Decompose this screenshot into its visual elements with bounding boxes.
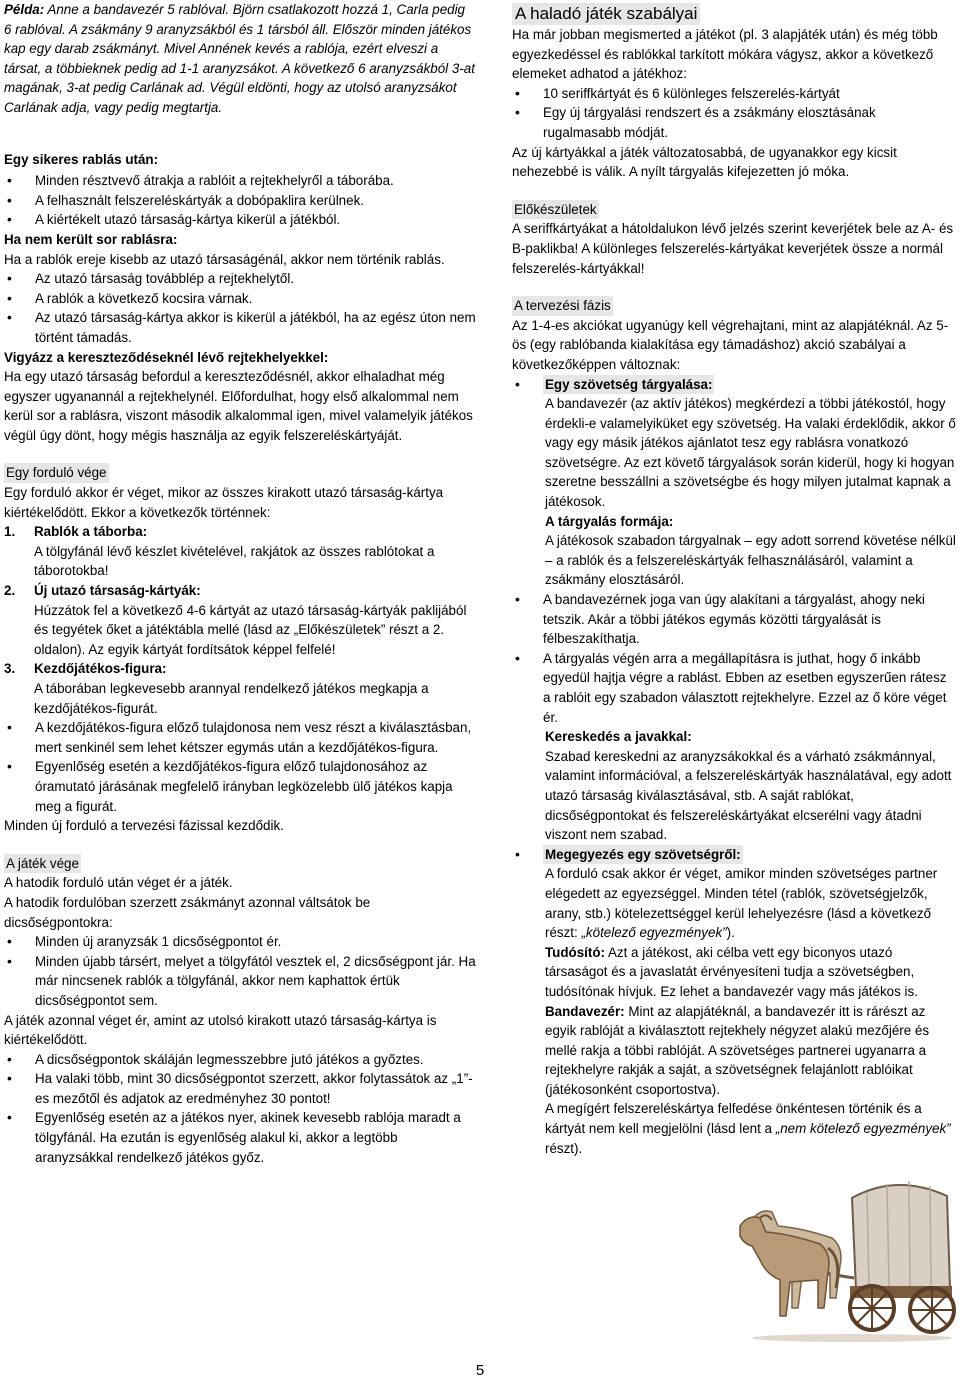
informant-text: Azt a játékost, aki célba vett egy biconyos utazó társaságot és a javaslatát érvényesíteni tudja a szövetségben, tudósítónak hívjuk. Ez lehet a bandavezér vagy más játékos is.	[545, 944, 918, 999]
alliance-title: Egy szövetség tárgyalása:	[543, 375, 714, 395]
round-step-3	[4, 659, 476, 718]
example-paragraph	[4, 0, 476, 118]
page-number: 5	[475, 1362, 485, 1379]
planning-text: Az 1-4-es akciókat ugyanúgy kell végrehajtani, mint az alapjátéknál. Az 5-ös (egy rablóbanda kialakítása egy támadáshoz) akció szabályai a következőképpen változnak:	[512, 317, 949, 372]
agreement-text-a: A forduló csak akkor ér véget, amikor minden szövetséges partner elégedett az egyezséggel. Minden tétel (rablók, szövetségjelzők, arany, stb.) kötelezettséggel kerül lehelyezésre (lásd a következő részt:	[545, 866, 938, 941]
step-title: Új utazó társaság-kártyák:	[34, 583, 201, 599]
trade-title: Kereskedés a javakkal:	[545, 729, 692, 745]
no-robbery-heading: Ha nem került sor rablásra:	[4, 231, 178, 247]
no-robbery-text: Ha a rablók ereje kisebb az utazó társaságénál, akkor nem történik rablás.	[4, 251, 445, 267]
preparation-text: A seriffkártyákat a hátoldalukon lévő jelzés szerint keverjétek bele az A- és B-paklikba! A különleges felszerelés-kártyákat keverjétek össze a normál felszerelés-kártyákkal!	[512, 221, 954, 276]
alliance-block	[512, 394, 956, 590]
advanced-rules-heading: A haladó játék szabályai	[512, 3, 700, 25]
example-text: Anne a bandavezér 5 rablóval. Björn csatlakozott hozzá 1, Carla pedig 6 rablóval. A zsákmány 9 aranyzsákból és 1 társból áll. Először minden játékos kap egy darab zsákmányt. Mivel Annének kevés a rablója, ezért elveszi a társat, a többieknek pedig ad 1-1 aranyzsákot. A következő 6 aranyzsákból 3-at magának, 3-at pedig Carlának ad. Végül eldönti, hogy az utolsó aranyzsákot Carlának adja, vagy pedig megtartja.	[4, 2, 475, 115]
game-end-text-3: A játék azonnal véget ér, amint az utolsó kirakott utazó társaság-kártya is kiértékelődött.	[4, 1012, 437, 1048]
example-label: Példa:	[4, 2, 45, 17]
agreement-item	[512, 845, 956, 865]
form-title: A tárgyalás formája:	[545, 513, 674, 529]
leader-text: Mint az alapjátéknál, a bandavezér itt is rárészt az egyik rablóját a kiválasztott rejtekhely négyzet alakú mezőjére és mellé rakja a többi rablóját. A szövetséges partnerei ugyanarra a rejtekhelyre rakják a saját, a szövetségnek felajánlott rablóikat (játékosonként csoportostva).	[545, 1003, 930, 1097]
trade-block	[512, 727, 956, 845]
preparation-heading: Előkészületek	[512, 200, 599, 220]
final-text-a: A megígért felszereléskártya felfedése önkéntesen történik és a kártyát nem kell megjelölni (lásd lent a	[545, 1101, 922, 1137]
trade-text: Szabad kereskedni az aranyzsákokkal és a várható zsákmánnyal, valamint információval, a felszereléskártyák használatával, egy adott utazó társaság kiválasztásával, stb. A saját rablókat, dicsőségpontokat és felszereléskártyákat elcserélni vagy átadni viszont nem szabad.	[545, 748, 952, 843]
agreement-text-italic: „kötelező egyezmények”	[581, 925, 727, 941]
list-item: • A rablók a következő kocsira várnak.	[4, 289, 476, 309]
advanced-text: Ha már jobban megismerted a játékot (pl. 3 alapjáték után) és még több egyezkedéssel és rablókkal tarkított mókára vágysz, akkor a következő elemeket adhatod a játékhoz:	[512, 27, 938, 82]
list-item: • Ha valaki több, mint 30 dicsőségpontot szerzett, akkor folytassátok az „1”-es mezőtől és adjatok az eredményhez 30 pontot!	[4, 1069, 476, 1108]
step-number: 1.	[4, 524, 16, 540]
crossroads-heading: Vigyázz a kereszteződéseknél lévő rejtekhelyekkel:	[4, 349, 329, 365]
informant-paragraph	[545, 943, 956, 1002]
leader-label: Bandavezér:	[545, 1003, 625, 1019]
list-item: • Az utazó társaság-kártya akkor is kikerül a játékból, ha az egész úton nem történt támadás.	[4, 308, 476, 347]
planning-heading: A tervezési fázis	[512, 296, 613, 316]
left-column	[4, 0, 476, 1167]
planning-list	[512, 375, 956, 395]
form-list	[512, 590, 956, 727]
final-paragraph	[545, 1099, 956, 1158]
informant-label: Tudósító:	[545, 944, 605, 960]
agreement-text-b: ).	[726, 925, 735, 941]
list-item: • A kiértékelt utazó társaság-kártya kikerül a játékból.	[4, 210, 476, 230]
agreement-title: Megegyezés egy szövetségről:	[543, 845, 743, 865]
game-end-heading: A játék vége	[4, 854, 81, 874]
list-item: • 10 seriffkártyát és 6 különleges felszerelés-kártyát	[512, 84, 956, 104]
right-column	[512, 0, 956, 1158]
no-robbery-list	[4, 269, 476, 347]
agreement-text	[545, 864, 956, 942]
advanced-list	[512, 84, 956, 143]
step-title: Kezdőjátékos-figura:	[34, 661, 167, 677]
successful-robbery-list	[4, 171, 476, 230]
list-item: • A bandavezérnek joga van úgy alakítani a tárgyalást, ahogy neki tetszik. Akár a többi játékos egymás közötti tárgyalását is félbeszakíthatja.	[512, 590, 956, 649]
round-step-3-list	[4, 718, 476, 816]
game-end-text-2: A hatodik fordulóban szerzett zsákmányt azonnal váltsátok be dicsőségpontokra:	[4, 894, 371, 930]
game-end-list-1	[4, 932, 476, 1010]
list-item: • Minden résztvevő átrakja a rablóit a rejtekhelyről a táborába.	[4, 171, 476, 191]
game-end-list-2	[4, 1050, 476, 1168]
list-item: • Minden új aranyzsák 1 dicsőségpontot ér.	[4, 932, 476, 952]
list-item: • A tárgyalás végén arra a megállapításra is juthat, hogy ő inkább egyedül hajtja végre a rablást. Ebben az esetben egyszerűen rátesz a rablóit egy szabadon választott rejtekhelyre. Ezzel az ő köre véget ér.	[512, 649, 956, 727]
crossroads-text: Ha egy utazó társaság befordul a kereszteződésnél, akkor elhaladhat még egyszer ugyanannál a rejtekhelynél. Előfordulhat, hogy első alkalommal nem kerül sor a rablásra, viszont második alkalommal igen, mivel valamelyik játékos végül úgy dönt, hogy mégis használja az egyik felszereléskártyáját.	[4, 369, 473, 443]
round-end-heading: Egy forduló vége	[4, 463, 109, 483]
round-end-text: Egy forduló akkor ér véget, mikor az összes kirakott utazó társaság-kártya kiértékelődött. Ekkor a következők történnek:	[4, 485, 444, 520]
round-step-2	[4, 581, 476, 659]
alliance-text: A bandavezér (az aktív játékos) megkérdezi a többi játékostól, hogy érdekli-e valamelyiküket egy szövetség. Ha valaki érdeklődik, akkor ő vagy egy másik játékos ajánlatot tesz egy rablásra vonatkozó szövetségre. Az ezt követő tárgyalások során kiderül, hogy ki hogyan szeretne besszállni a szövetségbe és hogy milyen jutalmat kapnak a játékosok.	[545, 396, 956, 510]
list-item: • Egy új tárgyalási rendszert és a zsákmány elosztásának rugalmasabb módját.	[512, 103, 956, 142]
horse-drawn-carriage-icon	[732, 1168, 958, 1343]
list-item: • Az utazó társaság továbblép a rejtekhelytől.	[4, 269, 476, 289]
step-text: A táborában legkevesebb arannyal rendelkező játékos megkapja a kezdőjátékos-figurát.	[34, 681, 429, 716]
list-item: • A dicsőségpontok skáláján legmesszebbre jutó játékos a győztes.	[4, 1050, 476, 1070]
step-title: Rablók a táborba:	[34, 524, 148, 540]
list-item: • Egyenlőség esetén az a játékos nyer, akinek kevesebb rablója maradt a tölgyfánál. Ha ezután is egyenlőség alakul ki, akkor a legtöbb aranyzsákkal rendelkező játékos győz.	[4, 1108, 476, 1167]
final-text-italic: „nem kötelező egyezmények”	[775, 1121, 951, 1137]
list-item: • A felhasznált felszereléskártyák a dobópaklira kerülnek.	[4, 191, 476, 211]
step-number: 2.	[4, 583, 16, 599]
form-text: A játékosok szabadon tárgyalnak – egy adott sorrend követése nélkül – a rablók és a felszereléskártyák felhasználásáról, valamint a zsákmány elosztásáról.	[545, 533, 956, 588]
leader-paragraph	[545, 1002, 956, 1100]
advanced-outro: Az új kártyákkal a játék változatosabbá, de ugyanakkor egy kicsit nehezebbé is válik. A nyílt tárgyalás kifejezetten jó móka.	[512, 144, 897, 180]
successful-robbery-heading: Egy sikeres rablás után:	[4, 151, 159, 167]
round-step-1	[4, 522, 476, 581]
round-outro: Minden új forduló a tervezési fázissal kezdődik.	[4, 818, 284, 834]
game-end-text-1: A hatodik forduló után véget ér a játék.	[4, 875, 233, 891]
alliance-item	[512, 375, 956, 395]
step-number: 3.	[4, 661, 16, 677]
step-text: Húzzátok fel a következő 4-6 kártyát az utazó társaság-kártyák paklijából és tegyétek őket a játéktábla mellé (lásd az „Előkészületek” részt a 2. oldalon). Az egyik kártyát fordítsátok képpel felfelé!	[34, 602, 467, 657]
step-text: A tölgyfánál lévő készlet kivételével, rakjátok az összes rablótokat a táborotokba!	[34, 543, 435, 579]
list-item: • A kezdőjátékos-figura előző tulajdonosa nem vesz részt a kiválasztásban, mert senkinél sem lehet kétszer egymás után a kezdőjátékos-figura.	[4, 718, 476, 757]
agreement-list	[512, 845, 956, 865]
final-text-b: részt).	[545, 1140, 583, 1156]
agreement-block	[512, 864, 956, 1158]
list-item: • Egyenlőség esetén a kezdőjátékos-figura előző tulajdonosához az óramutató járásának megfelelő irányban legközelebb ülő játékos kapja meg a figurát.	[4, 757, 476, 816]
list-item: • Minden újabb társért, melyet a tölgyfától vesztek el, 2 dicsőségpont jár. Ha már nincsenek rablók a tölgyfánál, akkor nem kaphattok értük dicsőségpontot sem.	[4, 952, 476, 1011]
